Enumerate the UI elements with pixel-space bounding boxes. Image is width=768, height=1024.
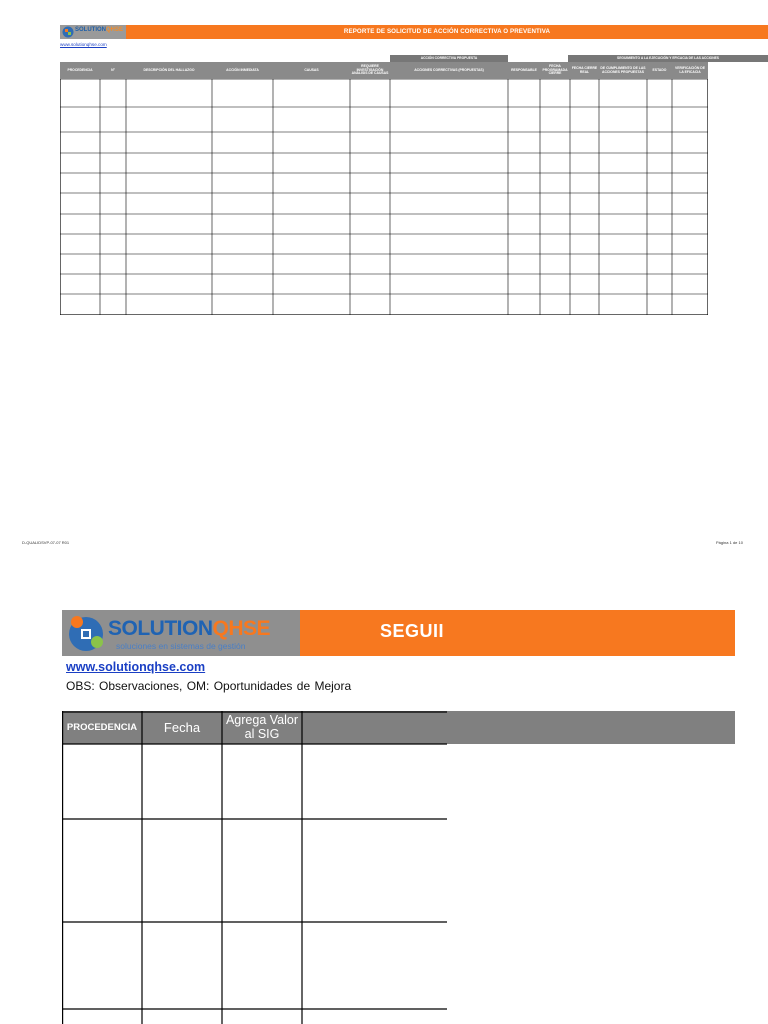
col-actual-close: FECHA CIERRE REAL bbox=[571, 65, 598, 74]
website-link[interactable]: www.solutionqhse.com bbox=[60, 42, 107, 47]
logo-tagline: soluciones en sistemas de gestión bbox=[116, 641, 246, 651]
col-effectiveness: VERIFICACIÓN DE LA EFICACIA bbox=[675, 65, 705, 74]
group-header-proposed: ACCIÓN CORRECTIVA PROPUESTA bbox=[390, 55, 508, 62]
followup-table-body bbox=[62, 711, 447, 1024]
group-header-followup: SEGUIMIENTO A LA EJECUCIÓN Y EFICACIA DE LAS ACCIONES bbox=[568, 55, 768, 62]
col-corrective-actions: ACCIONES CORRECTIVAS (PROPUESTAS) bbox=[414, 67, 484, 72]
col-compliance: DE CUMPLIMIENTO DE LAS ACCIONES PROPUESTAS bbox=[600, 65, 646, 74]
page-number: Página 1 de 10 bbox=[716, 540, 743, 545]
col-procedencia: PROCEDENCIA bbox=[66, 721, 138, 733]
corrective-action-table-body bbox=[60, 79, 708, 315]
banner-title: SEGUII bbox=[380, 621, 445, 641]
followup-title-banner bbox=[300, 610, 735, 656]
col-responsible: RESPONSABLE bbox=[511, 67, 537, 72]
col-requires-investigation: REQUIERE INVESTIGACIÓN ANÁLISIS DE CAUSAS bbox=[351, 63, 389, 76]
col-procedencia: PROCEDENCIA bbox=[67, 67, 93, 72]
document-code: D-QUALIDSVP-07-07 R01 bbox=[22, 540, 70, 545]
col-fecha: Fecha bbox=[163, 719, 201, 735]
puzzle-logo-icon bbox=[62, 26, 74, 38]
logo-wordmark: SOLUTIONQHSE bbox=[108, 617, 271, 640]
col-agrega-valor: Agrega Valor al SIG bbox=[225, 713, 299, 741]
col-causes: CAUSAS bbox=[304, 67, 319, 72]
col-description: DESCRIPCIÓN DEL HALLAZGO bbox=[143, 67, 195, 72]
col-scheduled-close: FECHA PROGRAMADA CIERRE bbox=[542, 63, 568, 76]
col-number: N° bbox=[111, 67, 115, 72]
logo-wordmark: SOLUTIONQHSE bbox=[75, 27, 124, 33]
col-immediate-action: ACCIÓN INMEDIATA bbox=[226, 67, 259, 72]
page2-logo bbox=[62, 610, 300, 656]
col-status: ESTADO bbox=[652, 67, 667, 72]
followup-grid-lines bbox=[62, 711, 447, 1024]
website-link[interactable]: www.solutionqhse.com bbox=[66, 660, 206, 674]
page1-logo bbox=[60, 25, 126, 39]
puzzle-logo-icon bbox=[65, 612, 107, 654]
report-title-banner: REPORTE DE SOLICITUD DE ACCIÓN CORRECTIVA O PREVENTIVA bbox=[126, 25, 768, 39]
obs-legend-note: OBS: Observaciones, OM: Oportunidades de Mejora bbox=[66, 679, 352, 693]
table-header-row bbox=[60, 62, 708, 79]
table-grid-lines bbox=[60, 79, 708, 315]
